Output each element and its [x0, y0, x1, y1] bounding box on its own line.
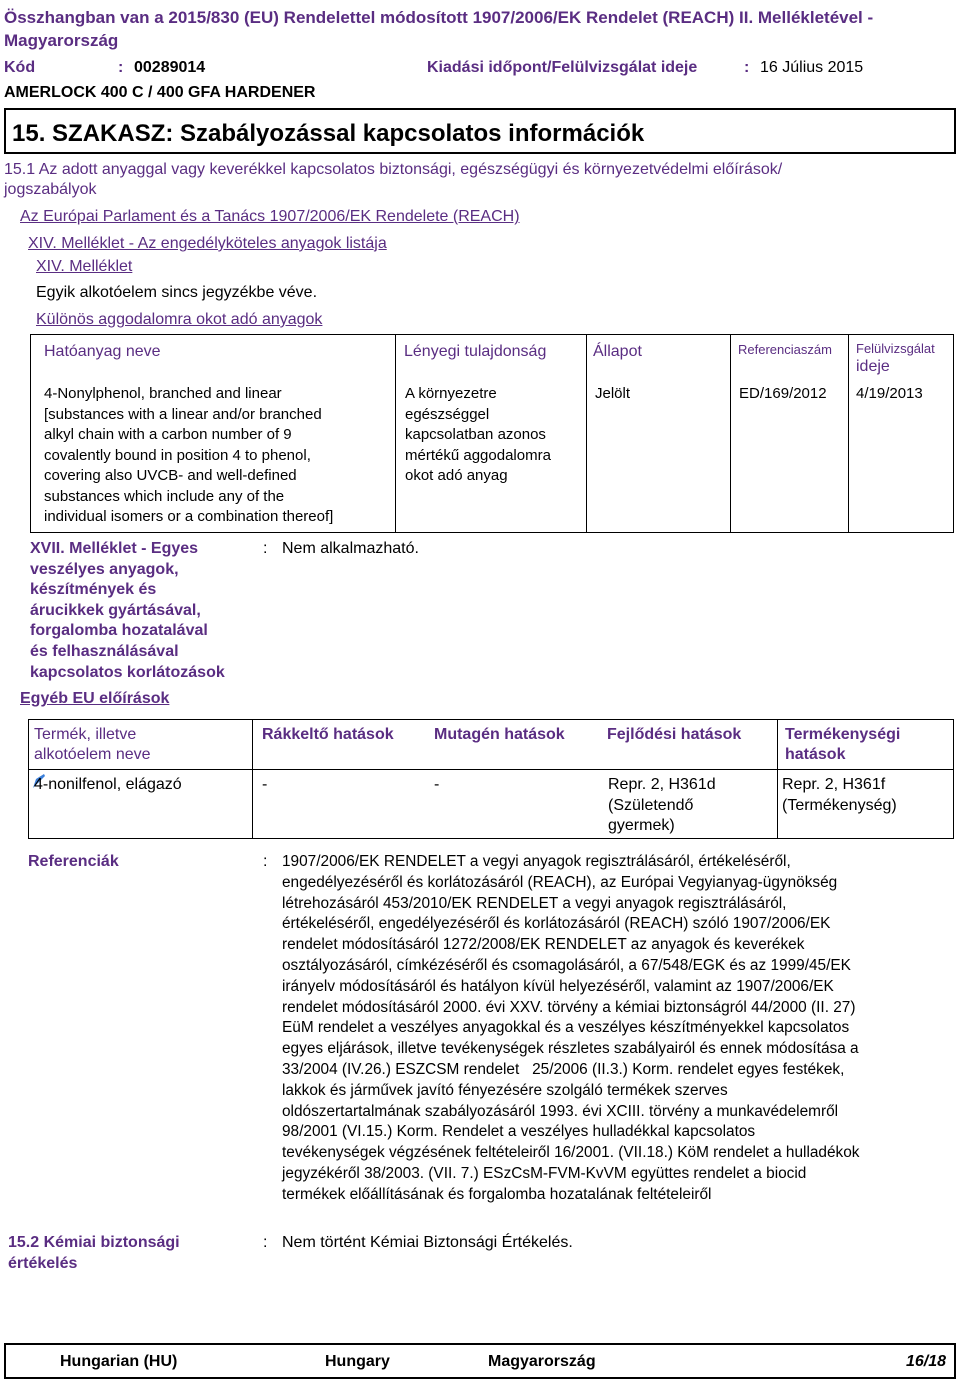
section-title-box: [4, 108, 956, 154]
svhc-ref-number: ED/169/2012: [739, 385, 827, 402]
issue-date-value: 16 Július 2015: [760, 59, 864, 76]
references-label: Referenciák: [28, 853, 119, 870]
cmr-mutagenic-value: -: [434, 776, 440, 793]
reach-regulation-heading: Az Európai Parlament és a Tanács 1907/2006/EK Rendelete (REACH): [20, 208, 520, 225]
annex-17-colon: :: [263, 540, 268, 557]
svhc-header-property: Lényegi tulajdonság: [404, 343, 547, 360]
footer-page-number: 16/18: [906, 1353, 947, 1370]
code-label: Kód: [4, 59, 36, 76]
cmr-developmental-value: Repr. 2, H361d (Születendő gyermek): [608, 776, 716, 835]
issue-date-label: Kiadási időpont/Felülvizsgálat ideje: [427, 59, 698, 76]
issue-date-colon: :: [744, 59, 750, 76]
document-title: [4, 6, 954, 52]
svhc-header-review: Felülvizsgálat ideje: [856, 341, 935, 375]
cmr-header-carcinogenic: Rákkeltő hatások: [262, 726, 394, 743]
svhc-status: Jelölt: [595, 385, 631, 402]
subsection-15-1: [4, 160, 954, 200]
footer-box: [4, 1343, 956, 1379]
product-name: AMERLOCK 400 C / 400 GFA HARDENER: [4, 84, 316, 101]
references-colon: :: [263, 853, 268, 870]
svhc-substance-name: 4-Nonylphenol, branched and linear [substances with a linear and/or branched alkyl chain with a carbon number of 9 covalently bound in position 4 to phenol, covering also UVCB- and well-defined substances which include any of the individual isomers or a combination thereof]: [44, 385, 334, 525]
annex-17-label: XVII. Melléklet - Egyes veszélyes anyagok, készítmények és árucikkek gyártásával, forgalomba hozatalával és felhasználásával kapcsolatos korlátozások: [30, 540, 225, 681]
cmr-header-mutagenic: Mutagén hatások: [434, 726, 565, 743]
cmr-fertility-value: Repr. 2, H361f (Termékenység): [782, 776, 897, 814]
chemical-safety-label: 15.2 Kémiai biztonsági értékelés: [8, 1234, 180, 1272]
cmr-header-fertility: Termékenységi hatások: [785, 726, 901, 763]
cmr-carcinogenic-value: -: [262, 776, 268, 793]
svhc-header-name: Hatóanyag neve: [44, 343, 161, 360]
footer-country-local: Magyarország: [488, 1353, 596, 1370]
cmr-header-developmental: Fejlődési hatások: [607, 726, 742, 743]
other-eu-heading: Egyéb EU előírások: [20, 690, 170, 707]
code-value: 00289014: [134, 59, 206, 76]
subsection-15-1-line-1: 15.1 Az adott anyaggal vagy keverékkel kapcsolatos biztonsági, egészségügyi és környezetvédelmi előírások/: [4, 161, 783, 178]
none-listed-text: Egyik alkotóelem sincs jegyzékbe véve.: [36, 284, 318, 301]
title-line-1: Összhangban van a 2015/830 (EU) Rendelettel módosított 1907/2006/EK Rendelet (REACH) II. Mellékletével -: [4, 8, 874, 27]
chemical-safety-value: Nem történt Kémiai Biztonsági Értékelés.: [282, 1234, 573, 1251]
subsection-15-1-line-2: jogszabályok: [4, 181, 97, 198]
cmr-product-name: 4-nonilfenol, elágazó: [34, 776, 182, 793]
chemical-safety-colon: :: [263, 1234, 268, 1251]
cmr-header-product: Termék, illetve alkotóelem neve: [34, 726, 151, 763]
annex-14-list-heading: XIV. Melléklet - Az engedélyköteles anyagok listája: [28, 235, 387, 252]
svhc-review-date: 4/19/2013: [856, 385, 923, 402]
section-title: 15. SZAKASZ: Szabályozással kapcsolatos információk: [12, 120, 645, 147]
svhc-header-ref: Referenciaszám: [738, 342, 832, 357]
annex-14-heading: XIV. Melléklet: [36, 258, 133, 275]
svhc-property: A környezetre egészséggel kapcsolatban azonos mértékű aggodalomra okot adó anyag: [405, 385, 551, 484]
title-line-2: Magyarország: [4, 31, 119, 50]
footer-country: Hungary: [325, 1353, 390, 1370]
code-colon: :: [118, 59, 124, 76]
references-text: 1907/2006/EK RENDELET a vegyi anyagok regisztrálásáról, értékeléséről, engedélyezéséről és korlátozásáról (REACH), az Európai Vegyianyag-ügynökség létrehozásáról 453/2010/EK RENDELET a vegyi anyagok regisztrálásáról, értékeléséről, engedélyezéséről és korlátozásáról (REACH) szóló 1907/2006/EK rendelet módosításáról 1272/2008/EK RENDELET az anyagok és keverékek osztályozásáról, címkézéséről és csomagolásáról, a 67/548/EGK és az 1999/45/EK irányelv módosításáról és hatályon kívül helyezéséről, valamint az 1907/2006/EK rendelet módosításáról 2000. évi XXV. törvény a kémiai biztonságról 44/2000 (II. 27) EüM rendelet a veszélyes anyagokkal és a veszélyes készítményekkel kapcsolatos egyes eljárások, illetve tevékenységek részletes szabályairól és ennek módosítása a 33/2004 (IV.26.) ESZCSM rendelet 25/2006 (II.3.) Korm. rendelet egyes festékek, lakkok és járművek javító fényezésére szolgáló termékek szerves oldószertartalmának szabályozásáról 1993. évi XCIII. törvény a munkavédelemről 98/2001 (VI.15.) Korm. Rendelet a veszélyes hulladékkal kapcsolatos tevékenységek végzésének feltételeiről 16/2001. (VII.18.) KöM rendelet a hulladékok jegyzékéről 38/2003. (VII. 7.) ESzCsM-FVM-KvVM együttes rendelet a biocid termékek előállításának és forgalomba hozatalának feltételeiről: [282, 853, 860, 1203]
footer-language: Hungarian (HU): [60, 1353, 178, 1370]
svhc-header-status: Állapot: [593, 343, 642, 360]
annex-17-value: Nem alkalmazható.: [282, 540, 419, 557]
svhc-heading: Különös aggodalomra okot adó anyagok: [36, 311, 323, 328]
